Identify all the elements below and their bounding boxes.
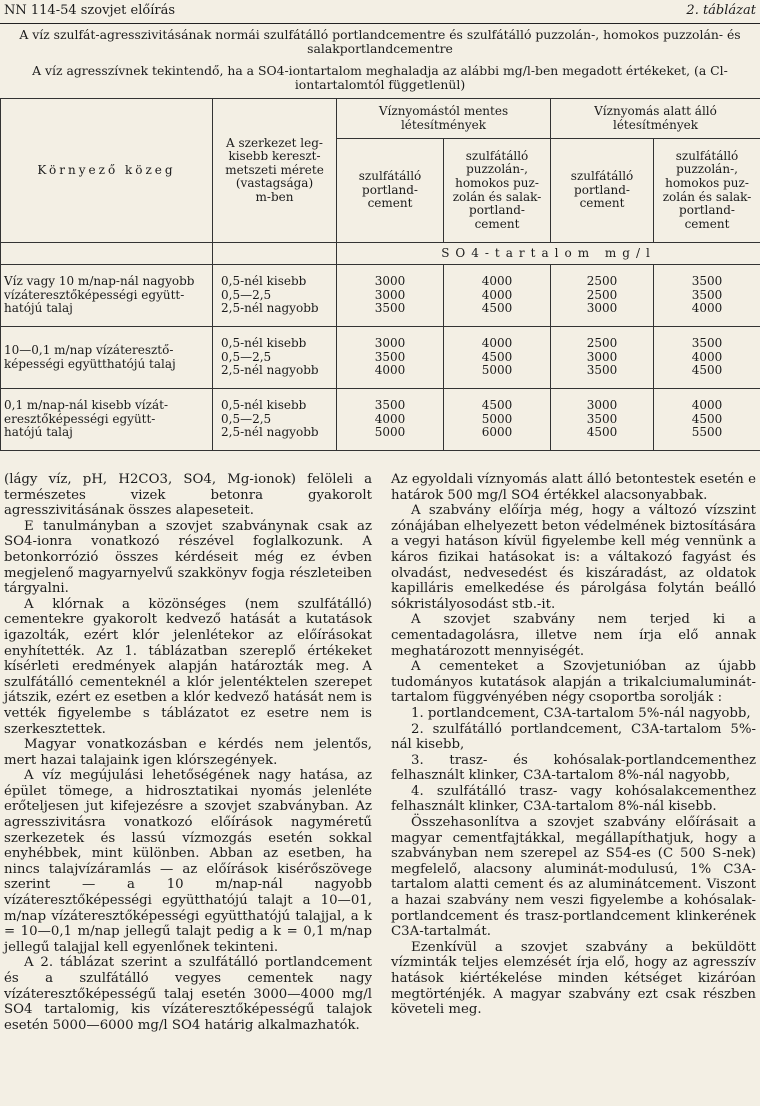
paragraph: Ezenkívül a szovjet szabvány a beküldött vízminták teljes elemzését írja elő, hogy az agresszív hatások kiértékelése minden kétséget kizáróan megtörténjék. A magyar szabvány ezt csak részben követeli meg. bbox=[391, 939, 756, 1018]
size-header: A szerkezet leg- kisebb kereszt- metszeti mérete (vastagsága) m-ben bbox=[213, 99, 337, 243]
table-row bbox=[1, 389, 760, 451]
table-subtitle: A víz agresszívnek tekintendő, ha a SO4-iontartalom meghaladja az alábbi mg/l-ben megadott értékeket, (a Cl-iontartalomtól függetlenül) bbox=[32, 63, 728, 92]
page-header bbox=[4, 3, 756, 21]
paragraph: (lágy víz, pH, H2CO3, SO4, Mg-ionok) felöleli a természetes vizek betonra gyakorolt agresszivitásának összes alapeseteit. bbox=[4, 472, 372, 519]
paragraph: A víz megújulási lehetőségének nagy hatása, az épület tömege, a hidrosztatikai nyomás jelenléte erőteljesen jut kifejezésre a szovjet szabványban. Az agresszivitásra vonatkozó előírások nagyméretű szerkezetek és lassú vízmozgás esetén sokkal enyhébbek, mint különben. Abban az esetben, ha nincs talajvízáramlás — az előírások kisérőszövege szerint — a 10 m/nap-nál nagyobb vízáteresztőképességi együtthatójú talajt a 10—01, m/nap vízáteresztőképességi együtthatójú talajjal, a k = 10—0,1 m/nap jellegű talajt pedig a k = 0,1 m/nap jellegű talajjal kell egyenlőnek tekinteni. bbox=[4, 768, 372, 955]
col-header-free-pozzolan: szulfátálló puzzolán-, homokos puz- zolán és salak- portland- cement bbox=[444, 139, 551, 243]
header-standard-ref: NN 114-54 szovjet előírás bbox=[4, 3, 176, 18]
col-header-pressure-portland: szulfátálló portland- cement bbox=[551, 139, 654, 243]
list-item: 3. trasz- és kohósalak-portlandcementhez felhasznált klinker, C3A-tartalom 8%-nál nagyobb, bbox=[391, 752, 756, 784]
paragraph: A 2. táblázat szerint a szulfátálló portlandcement és a szulfátálló vegyes cementek nagy vízáteresztőképességű talaj esetén 3000—4000 mg/l SO4 tartalomig, kis vízáteresztőképességű talajok esetén 5000—6000 mg/l SO4 határig alkalmazhatók. bbox=[4, 955, 372, 1033]
row-sizes: 0,5-nél kisebb 0,5—2,5 2,5-nél nagyobb bbox=[213, 389, 337, 451]
cell-free-portland: 3000 3500 4000 bbox=[337, 327, 444, 389]
cell-free-portland: 3000 3000 3500 bbox=[337, 265, 444, 327]
table-title: A víz szulfát-agresszivitásának normái szulfátálló portlandcementre és szulfátálló puzzolán-, homokos puzzolán- és salakportlandcementre bbox=[19, 27, 741, 56]
group-header-free: Víznyomástól mentes létesítmények bbox=[337, 99, 551, 139]
paragraph: Az egyoldali víznyomás alatt álló betontestek esetén e határok 500 mg/l SO4 értékkel alacsonyabbak. bbox=[391, 472, 756, 503]
cell-pressure-pozzolan: 3500 3500 4000 bbox=[654, 265, 760, 327]
environment-header: Környező közeg bbox=[1, 99, 213, 243]
paragraph: A cementeket a Szovjetunióban az újabb tudományos kutatások alapján a trikalciumaluminát-tartalom függvényében négy csoportba sorolják : bbox=[391, 659, 756, 706]
list-item: 4. szulfátálló trasz- vagy kohósalakcementhez felhasznált klinker, C3A-tartalom 8%-nál kisebb. bbox=[391, 783, 756, 815]
row-environment: 10—0,1 m/nap vízáteresztő- képességi együtthatójú talaj bbox=[1, 327, 213, 389]
row-sizes: 0,5-nél kisebb 0,5—2,5 2,5-nél nagyobb bbox=[213, 327, 337, 389]
paragraph: A szabvány előírja még, hogy a változó vízszint zónájában elhelyezett beton védelmének biztosítására a vegyi hatáson kívül figyelembe kell még vennünk a káros fizikai hatásokat is: a váltakozó fagyást és olvadást, nedvesedést és kiszáradást, az oldatok kapilláris emelkedése és párolgása folytán beálló sókristályosodást stb.-it. bbox=[391, 503, 756, 612]
list-item: 1. portlandcement, C3A-tartalom 5%-nál nagyobb, bbox=[411, 705, 751, 721]
cell-pressure-portland: 2500 2500 3000 bbox=[551, 265, 654, 327]
paragraph: Összehasonlítva a szovjet szabvány előírásait a magyar cementfajtákkal, megállapíthatjuk, hogy a szabványban nem szerepel az S54-es (C 500 S-nek) megfelelő, alacsony aluminát-modulusú, 1% C3A-tartalom alatti cement és az aluminátcement. Viszont a hazai szabvány nem veszi figyelembe a kohósalak-portlandcement és trasz-portlandcement klinkerének C3A-tartalmát. bbox=[391, 815, 756, 940]
col-header-free-portland: szulfátálló portland- cement bbox=[337, 139, 444, 243]
paragraph: A szovjet szabvány nem terjed ki a cementadagolásra, illetve nem írja elő annak meghatározott mennyiségét. bbox=[391, 612, 756, 659]
paragraph: A klórnak a közönséges (nem szulfátálló) cementekre gyakorolt kedvező hatását a kutatások igazolták, ezért klór jelenlétekor az előírásokat enyhítették. Az 1. táblázatban szereplő értékeket kísérleti eredmények alapján határozták meg. A szulfátálló cementeknél a klór jelentéktelen szerepet játszik, ezért ez esetben a klór kedvező hatását nem is vették figyelembe s táblázatot ez esetre nem is szerkesztettek. bbox=[4, 596, 372, 737]
paragraph: Magyar vonatkozásban e kérdés nem jelentős, mert hazai talajaink igen klórszegények. bbox=[4, 737, 372, 768]
table-row bbox=[1, 327, 760, 389]
cell-pressure-pozzolan: 3500 4000 4500 bbox=[654, 327, 760, 389]
cell-pressure-pozzolan: 4000 4500 5500 bbox=[654, 389, 760, 451]
header-table-number: 2. táblázat bbox=[686, 3, 756, 18]
cell-free-portland: 3500 4000 5000 bbox=[337, 389, 444, 451]
col-header-pressure-pozzolan: szulfátálló puzzolán-, homokos puz- zolán és salak- portland- cement bbox=[654, 139, 760, 243]
group-header-pressure: Víznyomás alatt álló létesítmények bbox=[551, 99, 760, 139]
unit-row: SO4-tartalom mg/l bbox=[337, 243, 760, 265]
paragraph: E tanulmányban a szovjet szabványnak csak az SO4-ionra vonatkozó részével foglalkozunk. A betonkorrózió összes kérdéseit még ez évben megjelenő magyarnyelvű szakkönyv fogja részleteiben tárgyalni. bbox=[4, 518, 372, 597]
cell-pressure-portland: 3000 3500 4500 bbox=[551, 389, 654, 451]
body-column-left bbox=[4, 472, 372, 1033]
row-environment: 0,1 m/nap-nál kisebb vízát- eresztőképességi együtt- hatójú talaj bbox=[1, 389, 213, 451]
row-sizes: 0,5-nél kisebb 0,5—2,5 2,5-nél nagyobb bbox=[213, 265, 337, 327]
list-item: 2. szulfátálló portlandcement, C3A-tartalom 5%-nál kisebb, bbox=[391, 721, 756, 753]
sulfate-norm-table bbox=[0, 98, 760, 451]
header-rule bbox=[0, 23, 760, 24]
row-environment: Víz vagy 10 m/nap-nál nagyobb vízáteresztőképességi együtt- hatójú talaj bbox=[1, 265, 213, 327]
cell-pressure-portland: 2500 3000 3500 bbox=[551, 327, 654, 389]
cell-free-pozzolan: 4500 5000 6000 bbox=[444, 389, 551, 451]
body-column-right bbox=[391, 472, 756, 1018]
cell-free-pozzolan: 4000 4500 5000 bbox=[444, 327, 551, 389]
cell-free-pozzolan: 4000 4000 4500 bbox=[444, 265, 551, 327]
table-row bbox=[1, 265, 760, 327]
